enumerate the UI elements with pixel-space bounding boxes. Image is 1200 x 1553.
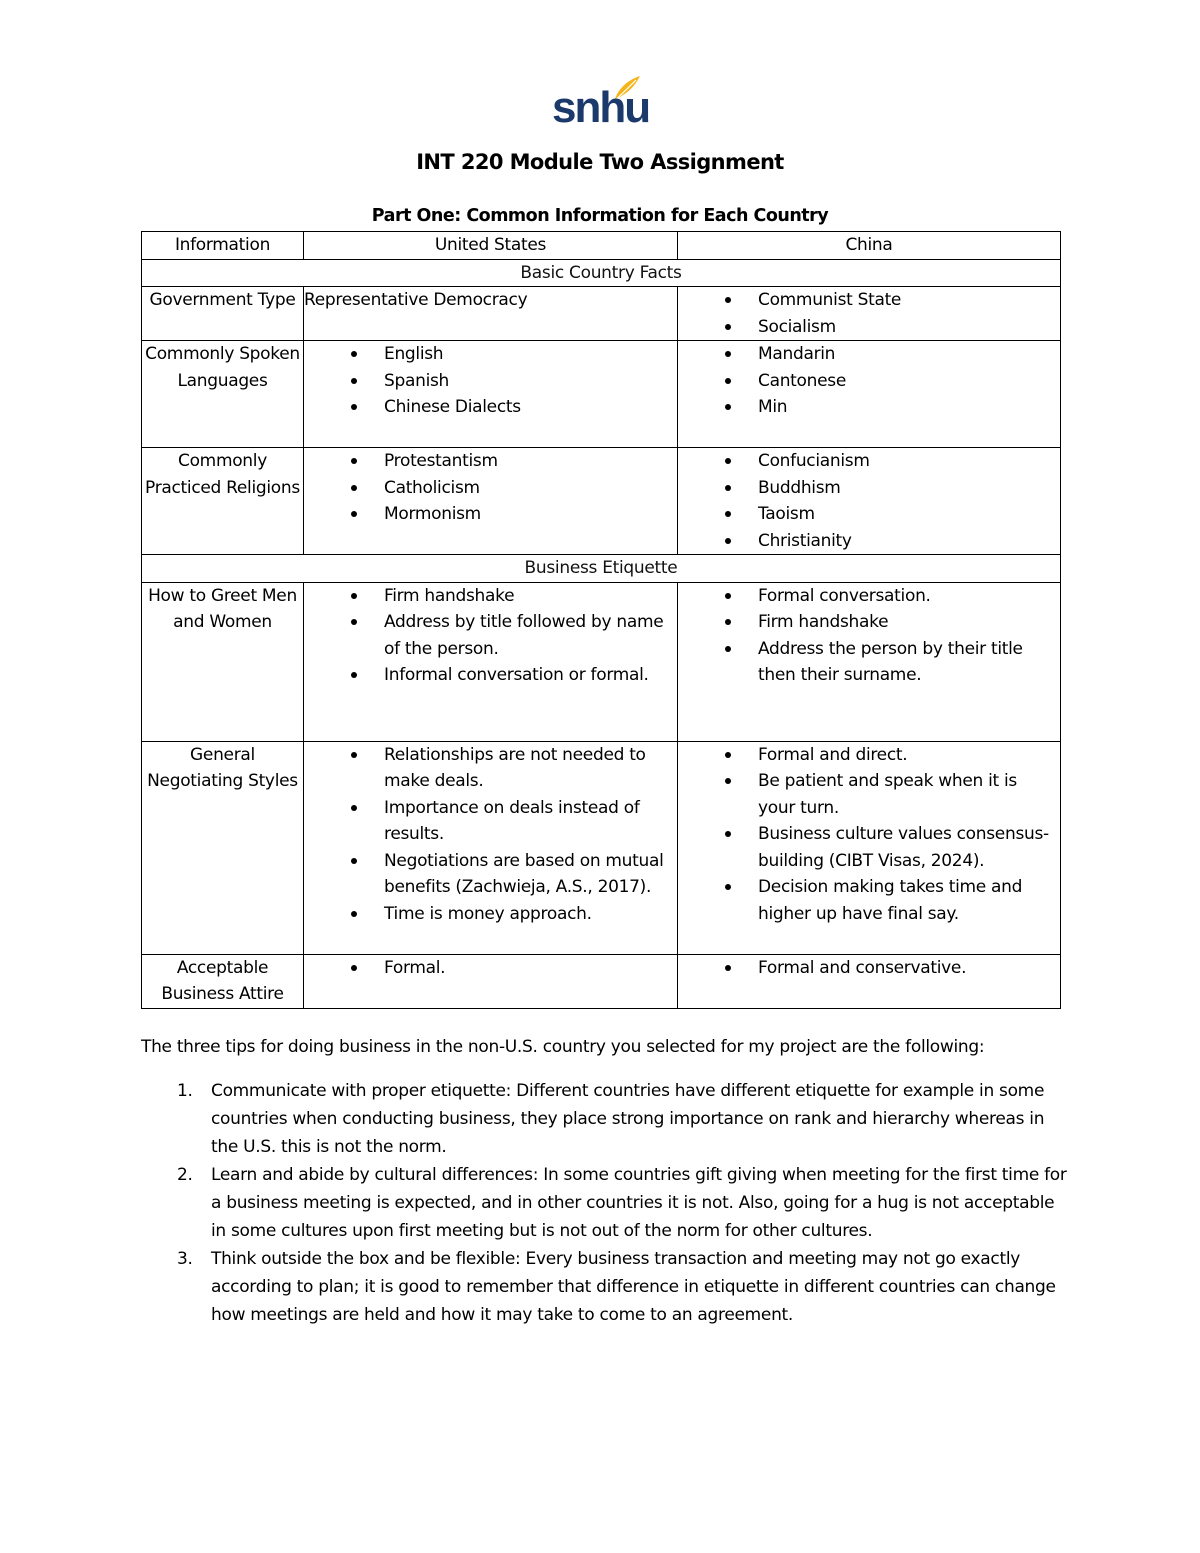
us-greet	[304, 582, 678, 741]
list-item: Be patient and speak when it is your turn.	[678, 768, 1060, 821]
header-united-states: United States	[304, 232, 678, 260]
us-negotiating	[304, 741, 678, 954]
row-label-languages: Commonly Spoken Languages	[142, 341, 304, 448]
table-row-greet	[142, 582, 1061, 741]
section-row-basic	[142, 259, 1061, 287]
country-info-table	[141, 231, 1061, 1009]
list-item: Negotiations are based on mutual benefits (Zachwieja, A.S., 2017).	[304, 848, 677, 901]
tip-item	[141, 1161, 1071, 1245]
tip-number: 2.	[177, 1165, 193, 1185]
tips-list	[141, 1077, 1071, 1329]
list-item: Socialism	[678, 314, 1060, 341]
list-item: Decision making takes time and higher up have final say.	[678, 874, 1060, 927]
list-item: Address by title followed by name of the person.	[304, 609, 677, 662]
list-item: Taoism	[678, 501, 1060, 528]
us-religions	[304, 448, 678, 555]
section-business-etiquette: Business Etiquette	[142, 555, 1061, 583]
list-item: Formal.	[304, 955, 677, 982]
list-item: Importance on deals instead of results.	[304, 795, 677, 848]
list-item: Formal and conservative.	[678, 955, 1060, 982]
list-item: Cantonese	[678, 368, 1060, 395]
tip-number: 1.	[177, 1081, 193, 1101]
list-item: Mormonism	[304, 501, 677, 528]
page-title: INT 220 Module Two Assignment	[416, 150, 784, 174]
part-title: Part One: Common Information for Each Country	[371, 206, 829, 226]
us-attire	[304, 954, 678, 1008]
table-row-government	[142, 287, 1061, 341]
list-item: Mandarin	[678, 341, 1060, 368]
table-row-religions	[142, 448, 1061, 555]
list-item: Firm handshake	[678, 609, 1060, 636]
tip-item	[141, 1077, 1071, 1161]
list-item: Spanish	[304, 368, 677, 395]
list-item: Catholicism	[304, 475, 677, 502]
cn-religions	[678, 448, 1061, 555]
row-label-attire: Acceptable Business Attire	[142, 954, 304, 1008]
cn-government-type	[678, 287, 1061, 341]
tip-text: Communicate with proper etiquette: Different countries have different etiquette for example in some countries when conducting business, they place strong importance on rank and hierarchy whereas in the U.S. this is not the norm.	[211, 1081, 1045, 1157]
cn-greet	[678, 582, 1061, 741]
tip-number: 3.	[177, 1249, 193, 1269]
table-row-negotiating	[142, 741, 1061, 954]
section-row-business	[142, 555, 1061, 583]
list-item: Formal and direct.	[678, 742, 1060, 769]
table-row-attire	[142, 954, 1061, 1008]
list-item: Buddhism	[678, 475, 1060, 502]
list-item: Protestantism	[304, 448, 677, 475]
table-header-row	[142, 232, 1061, 260]
header-china: China	[678, 232, 1061, 260]
list-item: Business culture values consensus-building (CIBT Visas, 2024).	[678, 821, 1060, 874]
tip-text: Learn and abide by cultural differences: In some countries gift giving when meeting for the first time for a business meeting is expected, and in other countries it is not. Also, going for a hug is not acceptable in some cultures upon first meeting but is not out of the norm for other cultures.	[211, 1165, 1067, 1241]
list-item: Chinese Dialects	[304, 394, 677, 421]
cn-languages	[678, 341, 1061, 448]
logo-wordmark: snhu	[552, 83, 650, 132]
us-languages	[304, 341, 678, 448]
list-item: Informal conversation or formal.	[304, 662, 677, 689]
list-item: Min	[678, 394, 1060, 421]
list-item: Time is money approach.	[304, 901, 677, 928]
row-label-religions: Commonly Practiced Religions	[142, 448, 304, 555]
section-basic-country-facts: Basic Country Facts	[142, 259, 1061, 287]
tips-intro: The three tips for doing business in the non-U.S. country you selected for my project are the following:	[141, 1037, 985, 1057]
list-item: Address the person by their title then their surname.	[678, 636, 1060, 689]
list-item: Confucianism	[678, 448, 1060, 475]
list-item: English	[304, 341, 677, 368]
tip-text: Think outside the box and be flexible: Every business transaction and meeting may not go exactly according to plan; it is good to remember that difference in etiquette in different countries can change how meetings are held and how it may take to come to an agreement.	[211, 1249, 1056, 1325]
list-item: Relationships are not needed to make deals.	[304, 742, 677, 795]
tip-item	[141, 1245, 1071, 1329]
list-item: Firm handshake	[304, 583, 677, 610]
row-label-greet: How to Greet Men and Women	[142, 582, 304, 741]
cn-attire	[678, 954, 1061, 1008]
table-row-languages	[142, 341, 1061, 448]
cn-negotiating	[678, 741, 1061, 954]
snhu-logo	[552, 72, 648, 134]
row-label-government-type: Government Type	[142, 287, 304, 341]
row-label-negotiating: General Negotiating Styles	[142, 741, 304, 954]
header-information: Information	[142, 232, 304, 260]
us-government-type: Representative Democracy	[304, 287, 678, 341]
list-item: Formal conversation.	[678, 583, 1060, 610]
list-item: Christianity	[678, 528, 1060, 555]
list-item: Communist State	[678, 287, 1060, 314]
